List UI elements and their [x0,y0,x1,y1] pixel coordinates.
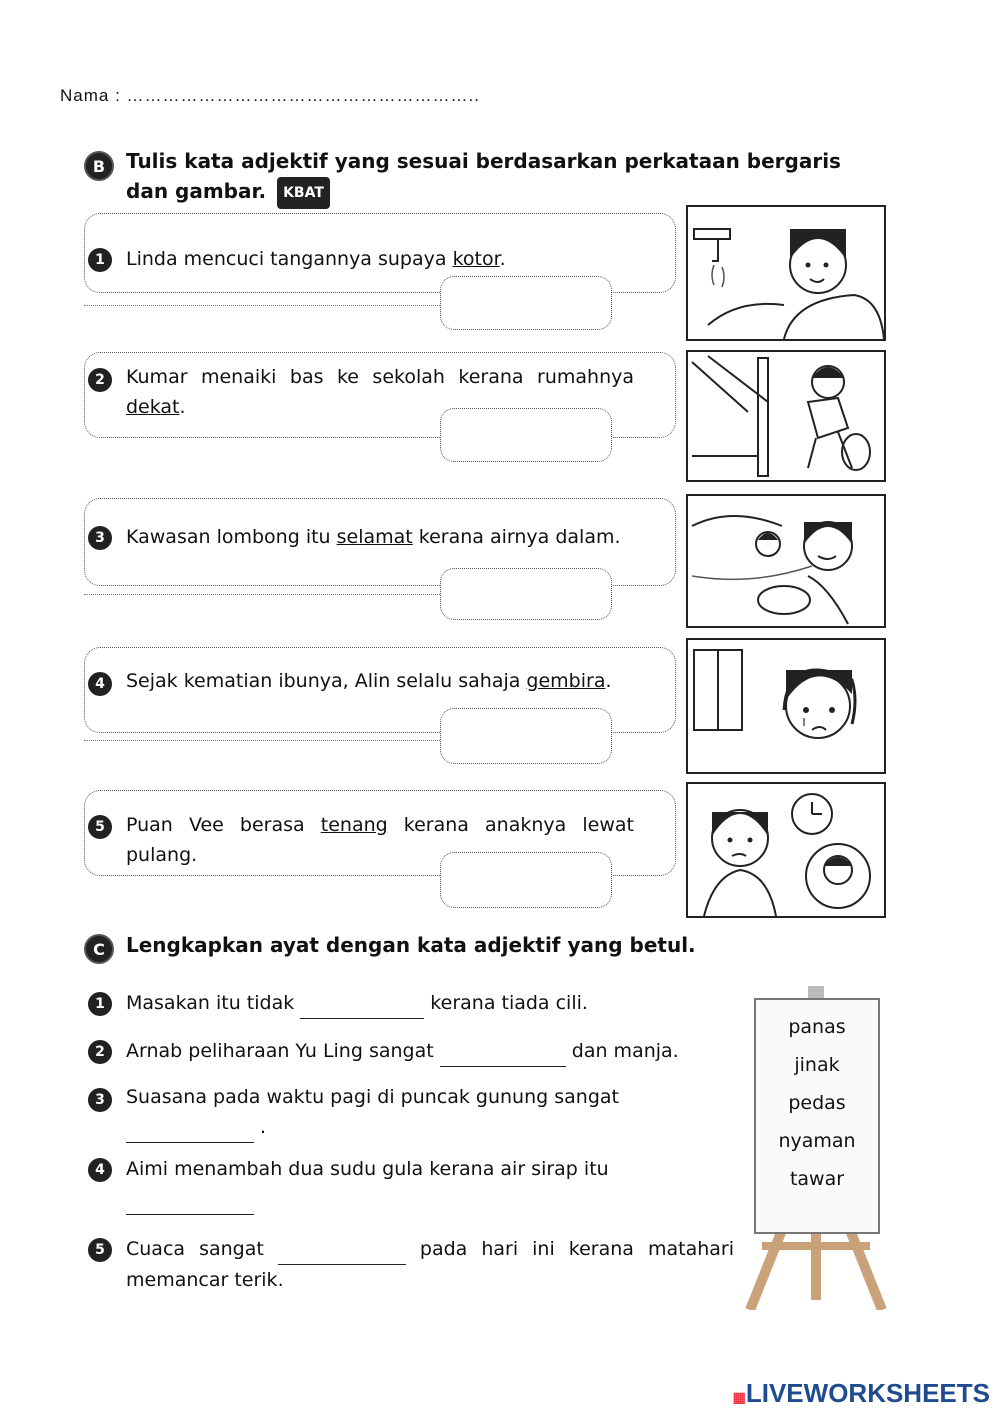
underlined-word-2: dekat [126,396,180,418]
question-text-5: Puan Vee berasa tenang kerana anaknya lewat pulang. [126,814,634,866]
answer-input-3[interactable] [440,568,612,620]
question-text-1: Linda mencuci tangannya supaya kotor. [126,248,506,270]
c-blank-3[interactable] [126,1112,254,1143]
c-blank-1[interactable] [300,988,424,1019]
word-bank-easel [742,980,890,1310]
question-number-5: 5 [88,815,112,839]
picture-sad-girl [686,638,886,774]
underlined-word-5: tenang [320,814,388,836]
word-bank-item: nyaman [778,1130,856,1152]
underlined-word-1: kotor [452,248,500,270]
answer-line-1 [84,305,444,306]
sad-girl-illustration [688,640,884,772]
underlined-word-3: selamat [336,526,413,548]
picture-worried-mother [686,782,886,918]
picture-mining-pond [686,494,886,628]
section-b-instruction [126,146,886,209]
question-text-3: Kawasan lombong itu selamat kerana airnya dalam. [126,526,621,548]
c-blank-2[interactable] [440,1036,566,1067]
word-bank-board [754,998,880,1234]
section-c-instruction: Lengkapkan ayat dengan kata adjektif yang betul. [126,933,696,957]
word-bank-item: jinak [794,1054,840,1076]
underlined-word-4: gembira [526,670,606,692]
question-number-2: 2 [88,368,112,392]
section-c-badge: C [84,934,114,964]
girl-washing-hands-illustration [688,207,884,339]
question-number-1: 1 [88,248,112,272]
c-question-text-5: Cuaca sangat pada hari ini kerana matahari memancar terik. [126,1234,734,1295]
question-number-4: 4 [88,672,112,696]
c-blank-4[interactable] [126,1184,254,1215]
logo-icon: ▦ [732,1389,746,1405]
section-b-instruction-text: Tulis kata adjektif yang sesuai berdasarkan perkataan bergaris dan gambar. [126,149,841,203]
children-at-pond-illustration [688,496,884,626]
nama-label: Nama : ………………………………………………….. [60,86,480,105]
worried-mother-illustration [688,784,884,916]
liveworksheets-logo: ▦LIVEWORKSHEETS [732,1378,990,1408]
c-question-text-4: Aimi menambah dua sudu gula kerana air sirap itu [126,1154,734,1215]
question-number-3: 3 [88,526,112,550]
c-question-number-5: 5 [88,1238,112,1262]
question-text-4: Sejak kematian ibunya, Alin selalu sahaja gembira. [126,670,612,692]
question-text-2: Kumar menaiki bas ke sekolah kerana rumahnya dekat. [126,366,634,418]
c-question-text-2: Arnab peliharaan Yu Ling sangat dan manja. [126,1036,736,1067]
c-blank-5[interactable] [278,1234,406,1265]
answer-input-1[interactable] [440,276,612,330]
c-question-number-3: 3 [88,1088,112,1112]
c-question-number-2: 2 [88,1040,112,1064]
c-question-text-3: Suasana pada waktu pagi di puncak gunung sangat . [126,1082,734,1143]
boy-on-bus-illustration [688,352,884,480]
picture-bus [686,350,886,482]
word-bank-item: tawar [789,1168,845,1190]
word-bank-item: pedas [788,1092,846,1114]
c-question-number-4: 4 [88,1158,112,1182]
picture-washing-hands [686,205,886,341]
c-question-number-1: 1 [88,992,112,1016]
answer-line-4 [84,740,444,741]
c-question-text-1: Masakan itu tidak kerana tiada cili. [126,988,736,1019]
answer-input-4[interactable] [440,708,612,764]
answer-line-3 [84,594,444,595]
word-bank-item: panas [788,1016,846,1038]
kbat-badge: KBAT [277,177,330,209]
section-b-badge: B [84,151,114,181]
